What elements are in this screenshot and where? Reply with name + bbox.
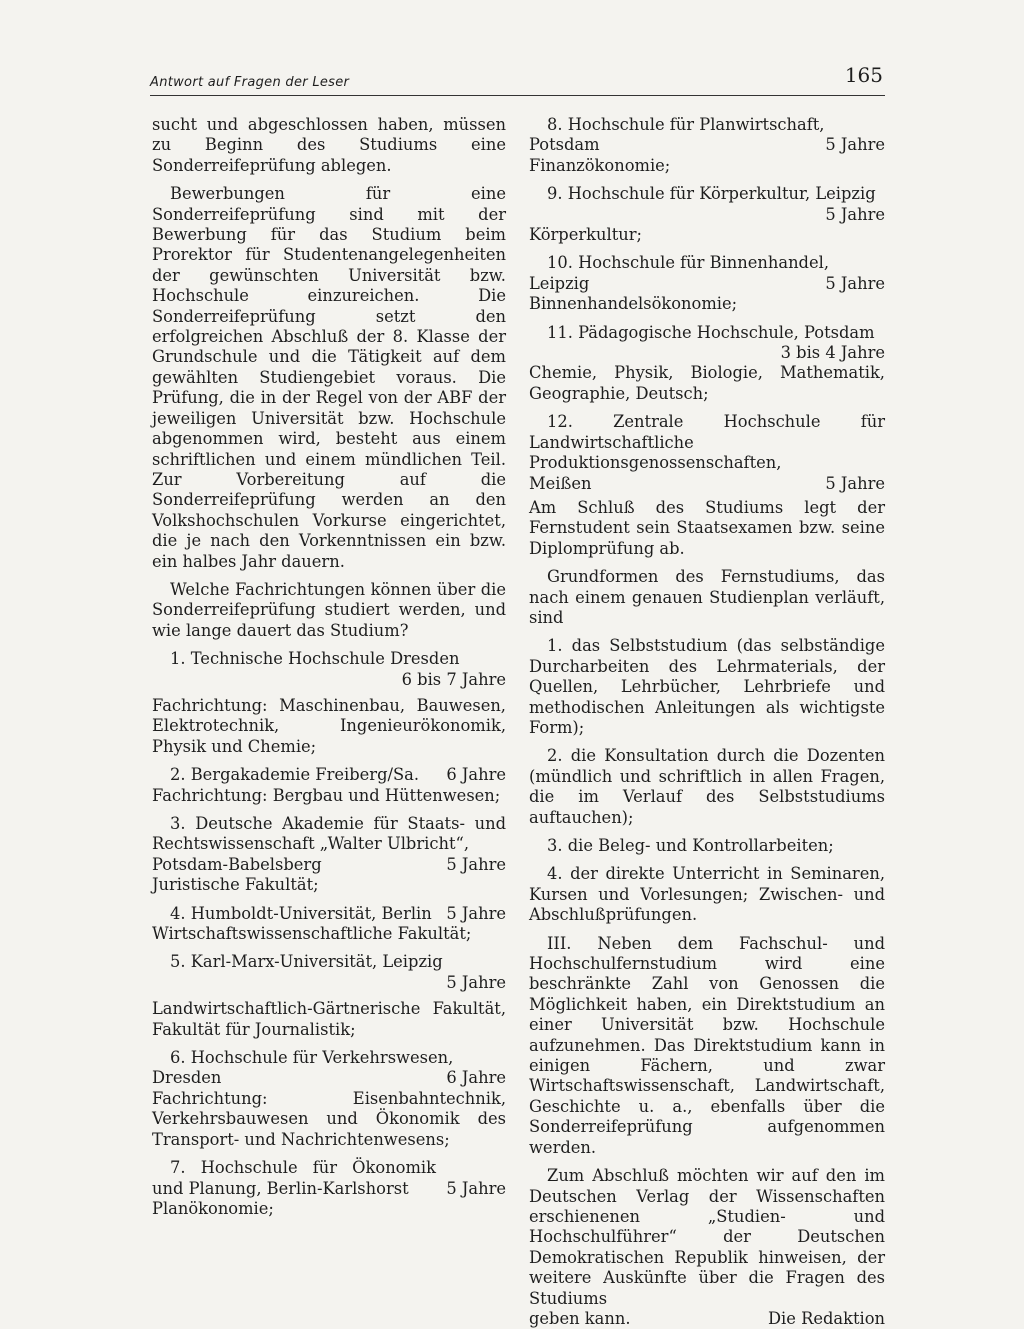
entry-detail: Chemie, Physik, Biologie, Mathematik, Geographie, Deutsch; [529, 363, 885, 403]
entry-duration: 5 Jahre [446, 854, 506, 874]
paragraph: Welche Fachrichtungen können über die Sonderreifeprüfung studiert werden, und wie lange dauert das Studium? [152, 579, 506, 640]
entry-detail: Finanzökonomie; [529, 155, 671, 175]
entry-title: 12. Zentrale Hochschule für Landwirtschaftliche Produktionsgenossenschaften, [529, 412, 885, 473]
list-item: 4. der direkte Unterricht in Seminaren, Kursen und Vorlesungen; Zwischen- und Abschlußprüfungen. [529, 864, 885, 925]
entry-place: Dresden [152, 1068, 222, 1088]
list-item [152, 952, 506, 1040]
paragraph: III. Neben dem Fachschul- und Hochschulfernstudium wird eine beschränkte Zahl von Genossen die Möglichkeit haben, ein Direktstudium an einer Universität bzw. Hochschule aufzunehmen. Das Direktstudium kann in einigen Fächern, und zwar Wirtschaftswissenschaft, Landwirtschaft, Geschichte u. a., ebenfalls über die Sonderreifeprüfung aufgenommen werden. [529, 933, 885, 1157]
entry-title: 4. Humboldt-Universität, Berlin [170, 903, 432, 923]
list-item [529, 115, 885, 176]
list-item: 2. die Konsultation durch die Dozenten (mündlich und schriftlich in allen Fragen, die im Verlauf des Selbststudiums auftauchen); [529, 746, 885, 827]
list-item [152, 765, 506, 806]
list-item: 3. die Beleg- und Kontrollarbeiten; [547, 836, 834, 855]
list-item: 1. das Selbststudium (das selbständige Durcharbeiten des Lehrmaterials, der Quellen, Lehrbücher, Lehrbriefe und methodischen Anleitungen als wichtigste Form); [529, 636, 885, 737]
running-title: Antwort auf Fragen der Leser [150, 75, 350, 90]
entry-detail: Fachrichtung: Bergbau und Hüttenwesen; [152, 785, 501, 805]
closing-line [529, 1309, 885, 1329]
entry-detail: Fachrichtung: Eisenbahntechnik, Verkehrsbauwesen und Ökonomik des Transport- und Nachrichtenwesens; [152, 1088, 506, 1149]
entry-duration: 5 Jahre [825, 273, 885, 293]
entry-title: 7. Hochschule für Ökonomik und Planung, Berlin-Karlshorst [152, 1158, 436, 1198]
left-column [152, 115, 506, 1227]
entry-title: 3. Deutsche Akademie für Staats- und Rechtswissenschaft „Walter Ulbricht“, [152, 814, 506, 854]
running-header [150, 63, 885, 96]
entry-detail: Wirtschaftswissenschaftliche Fakultät; [152, 924, 472, 944]
entry-title: 8. Hochschule für Planwirtschaft, [547, 115, 825, 134]
right-column [529, 115, 885, 1329]
entry-detail: Körperkultur; [529, 225, 643, 245]
paragraph: Bewerbungen für eine Sonderreifeprüfung sind mit der Bewerbung für das Studium beim Prorektor für Studentenangelegenheiten der gewünschten Universität bzw. Hochschule einzureichen. Die Sonderreifeprüfung setzt den erfolgreichen Abschluß der 8. Klasse der Grundschule und die Tätigkeit auf dem gewählten Studiengebiet voraus. Die Prüfung, die in der Regel von der ABF der jeweiligen Universität bzw. Hochschule abgenommen wird, besteht aus einem schriftlichen und einem mündlichen Teil. Zur Vorbereitung auf die Sonderreifeprüfung werden an den Volkshochschulen Vorkurse eingerichtet, die je nach den Vorkenntnissen ein bzw. ein halbes Jahr dauern. [152, 184, 506, 571]
entry-detail: Fachrichtung: Maschinenbau, Bauwesen, Elektrotechnik, Ingenieurökonomik, Physik und Chemie; [152, 695, 506, 756]
page-number: 165 [844, 63, 883, 87]
entry-title: 2. Bergakademie Freiberg/Sa. [170, 765, 420, 785]
entry-duration: 5 Jahre [825, 135, 885, 155]
paragraph: Am Schluß des Studiums legt der Fernstudent sein Staatsexamen bzw. seine Diplomprüfung ab. [529, 497, 885, 558]
list-item [529, 412, 885, 494]
entry-detail: Landwirtschaftlich-Gärtnerische Fakultät, Fakultät für Journalistik; [152, 999, 506, 1039]
list-item [152, 904, 506, 945]
entry-detail: Binnenhandelsökonomie; [529, 294, 738, 314]
paragraph: Grundformen des Fernstudiums, das nach einem genauen Studienplan verläuft, sind [529, 567, 885, 627]
entry-duration: 5 Jahre [446, 1178, 506, 1198]
entry-duration: 5 Jahre [825, 473, 885, 493]
entry-duration: 3 bis 4 Jahre [780, 343, 885, 363]
paragraph: sucht und abgeschlossen haben, müssen zu Beginn des Studiums eine Sonderreifeprüfung ablegen. [152, 115, 506, 175]
entry-duration: 5 Jahre [446, 972, 506, 992]
list-item [529, 323, 885, 405]
paragraph-tail: geben kann. [529, 1308, 631, 1328]
list-item [152, 814, 506, 896]
paragraph: Zum Abschluß möchten wir auf den im Deutschen Verlag der Wissenschaften erschienenen „Studien- und Hochschulführer“ der Deutschen Demokratischen Republik hinweisen, der weitere Auskünfte über die Fragen des Studiums [529, 1166, 885, 1308]
list-item [152, 1158, 506, 1219]
list-item [152, 649, 506, 757]
entry-detail: Juristische Fakultät; [152, 875, 319, 895]
entry-title: 11. Pädagogische Hochschule, Potsdam [547, 322, 875, 342]
entry-title: 1. Technische Hochschule Dresden [170, 649, 460, 669]
entry-title: 5. Karl-Marx-Universität, Leipzig [170, 952, 443, 972]
entry-duration: 6 Jahre [446, 765, 506, 785]
entry-duration: 5 Jahre [825, 204, 885, 224]
entry-place: Leipzig [529, 273, 590, 293]
entry-title: 10. Hochschule für Binnenhandel, [547, 253, 829, 273]
list-item [529, 253, 885, 314]
entry-place: Meißen [529, 473, 592, 493]
entry-place: Potsdam-Babelsberg [152, 854, 322, 874]
entry-place: Potsdam [529, 135, 600, 155]
signature: Die Redaktion [768, 1308, 885, 1328]
entry-duration: 6 Jahre [446, 1068, 506, 1088]
list-item [529, 184, 885, 245]
entry-duration: 5 Jahre [446, 903, 506, 923]
list-item [152, 1048, 506, 1150]
entry-title: 9. Hochschule für Körperkultur, Leipzig [547, 184, 876, 204]
entry-duration: 6 bis 7 Jahre [401, 669, 506, 689]
entry-detail: Planökonomie; [152, 1198, 274, 1218]
entry-title: 6. Hochschule für Verkehrswesen, [170, 1048, 454, 1068]
